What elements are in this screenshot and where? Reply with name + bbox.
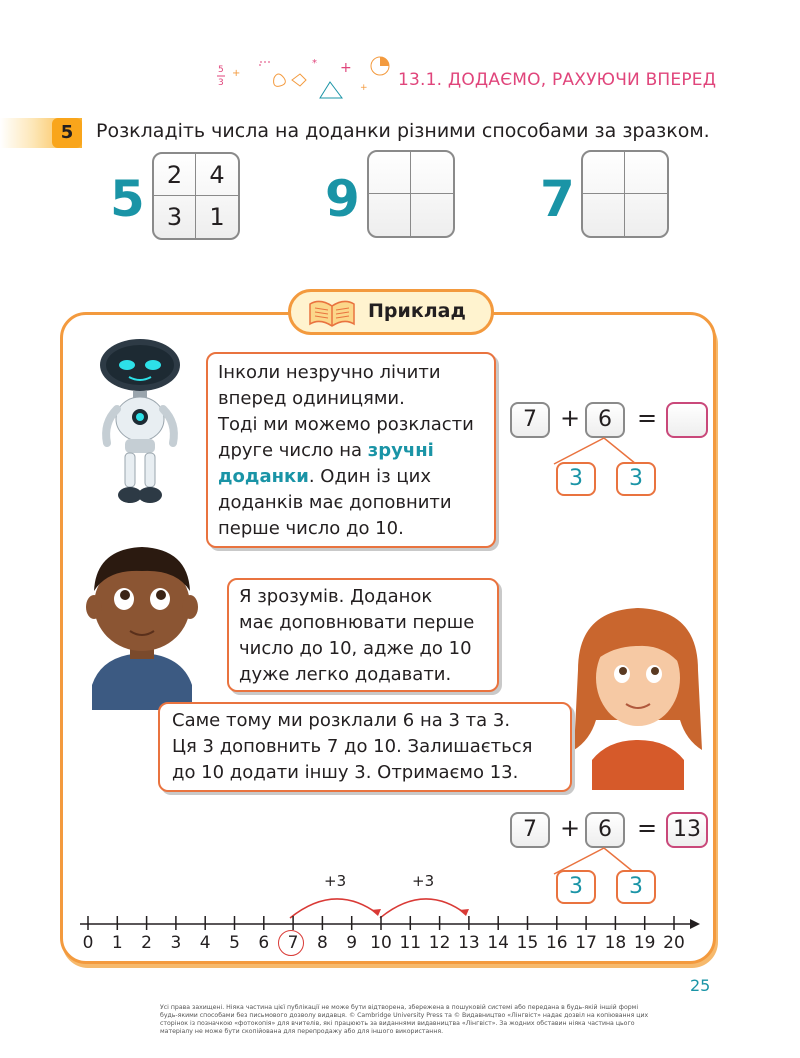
number-line-label: 18 xyxy=(604,933,627,953)
fraction-numerator: 5 xyxy=(218,65,224,75)
task-item-3-number: 7 xyxy=(540,170,575,228)
bubble-line: доданків має доповнити xyxy=(218,492,452,513)
bubble-line: число до 10, адже до 10 xyxy=(239,638,472,659)
number-line-label: 2 xyxy=(141,933,152,953)
grid-cell: 3 xyxy=(154,196,196,238)
task-item-1-number: 5 xyxy=(110,170,145,228)
svg-text:+: + xyxy=(340,60,352,76)
equals-sign: = xyxy=(637,814,658,842)
svg-text:+: + xyxy=(360,83,368,93)
grid-cell[interactable] xyxy=(583,194,625,236)
number-line-label: 15 xyxy=(516,933,539,953)
number-line-label: 14 xyxy=(487,933,509,953)
grid-cell[interactable] xyxy=(411,152,453,194)
bubble-line: дуже легко додавати. xyxy=(239,664,452,685)
result-box: 13 xyxy=(666,812,708,848)
task-item-2-number: 9 xyxy=(325,170,360,228)
task-instruction: Розкладіть числа на доданки різними способами за зразком. xyxy=(96,120,710,142)
grid-cell[interactable] xyxy=(583,152,625,194)
header-doodles xyxy=(212,52,402,102)
number-line-label: 12 xyxy=(428,933,451,953)
bubble-text: друге число на xyxy=(218,440,368,461)
girl-illustration xyxy=(568,600,708,794)
plus-sign: + xyxy=(560,814,581,842)
grid-cell[interactable] xyxy=(411,194,453,236)
bubble-text: . Один із цих xyxy=(308,466,432,487)
bubble-line: Я зрозумів. Доданок xyxy=(239,586,433,607)
bubble-line: Тоді ми можемо розкласти xyxy=(218,414,474,435)
number-line-label: 5 xyxy=(229,933,240,953)
number-line-label: 9 xyxy=(346,933,358,953)
number-line-label: 6 xyxy=(258,933,270,953)
svg-text:+: + xyxy=(232,68,241,79)
boy-speech-bubble xyxy=(227,578,499,692)
grid-cell[interactable] xyxy=(625,152,667,194)
task-item-2-grid[interactable] xyxy=(367,150,455,238)
bubble-line: Інколи незручно лічити xyxy=(218,362,441,383)
number-line-label: 3 xyxy=(170,933,182,953)
page-number: 25 xyxy=(690,976,711,995)
number-line-label: 16 xyxy=(545,933,568,953)
equals-sign: = xyxy=(637,404,658,432)
grid-cell: 1 xyxy=(209,203,225,231)
addend-a-box: 7 xyxy=(510,812,550,848)
number-line-label: 0 xyxy=(82,933,94,953)
number-line-label: 19 xyxy=(633,933,656,953)
girl-speech-bubble xyxy=(158,702,572,792)
number-line-label: 17 xyxy=(575,933,597,953)
number-line-label: 4 xyxy=(199,933,211,953)
example-label: Приклад xyxy=(368,300,466,322)
number-line-label: 20 xyxy=(663,933,685,953)
part-box: 3 xyxy=(556,462,596,496)
fraction-denominator: 3 xyxy=(218,78,224,88)
grid-cell: 2 xyxy=(154,154,196,196)
jump-label: +3 xyxy=(412,872,435,890)
number-line-label: 8 xyxy=(316,933,328,953)
boy-illustration xyxy=(72,535,212,714)
bubble-line: має доповнювати перше xyxy=(239,612,475,633)
bubble-line: Ця 3 доповнить 7 до 10. Залишається xyxy=(172,736,533,757)
grid-cell[interactable] xyxy=(369,152,411,194)
number-line-label: 1 xyxy=(111,933,123,953)
addend-a-box: 7 xyxy=(510,402,550,438)
result-box[interactable] xyxy=(666,402,708,438)
robot-speech-bubble xyxy=(206,352,496,548)
bubble-line: Саме тому ми розклали 6 на 3 та 3. xyxy=(172,710,511,731)
task-item-1-grid xyxy=(152,152,240,240)
grid-cell[interactable] xyxy=(625,194,667,236)
circled-number-marker xyxy=(278,930,304,956)
addend-b-box: 6 xyxy=(585,812,625,848)
number-line xyxy=(0,860,800,934)
section-title: 13.1. ДОДАЄМО, РАХУЮЧИ ВПЕРЕД xyxy=(398,70,717,90)
robot-illustration xyxy=(85,335,195,519)
grid-cell: 4 xyxy=(196,154,238,196)
bubble-line: вперед одиницями. xyxy=(218,388,405,409)
number-line-label: 10 xyxy=(370,933,392,953)
number-line-label: 11 xyxy=(399,933,422,953)
grid-cell[interactable] xyxy=(369,194,411,236)
task-item-3-grid[interactable] xyxy=(581,150,669,238)
copyright-footer: Усі права захищені. Ніяка частина цієї публікації не може бути відтворена, збережена в пошуковій системі або передана в будь-якій іншій формі будь-якими способами без письмового дозволу видавця. © Cambridge University Press та © Видавництво «Лінгвіст» надає дозвіл на копіювання цих сторінок із позначкою «фотокопія» для вчителів, які працюють за виданнями видавництва «Лінгвіст». За жодних обставин ніяка частина цього матеріалу не може бути скопійована для перепродажу або для іншого використання. xyxy=(160,1004,649,1035)
part-box: 3 xyxy=(556,870,596,904)
part-box: 3 xyxy=(616,462,656,496)
bubble-line: до 10 додати іншу 3. Отримаємо 13. xyxy=(172,762,519,783)
jump-label: +3 xyxy=(324,872,347,890)
plus-sign: + xyxy=(560,404,581,432)
part-box: 3 xyxy=(616,870,656,904)
number-line-label: 13 xyxy=(458,933,480,953)
highlight-text: зручні xyxy=(367,440,434,461)
bubble-line: перше число до 10. xyxy=(218,518,404,539)
highlight-text: доданки xyxy=(218,466,309,487)
task-number: 5 xyxy=(52,118,82,148)
number-line-label: 7 xyxy=(287,933,299,953)
addend-b-box: 6 xyxy=(585,402,625,438)
book-icon xyxy=(306,296,358,334)
svg-text:*: * xyxy=(312,58,317,69)
